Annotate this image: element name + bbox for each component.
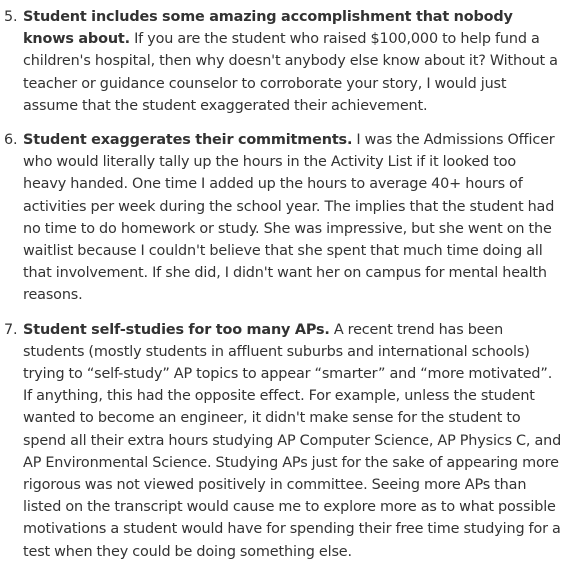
item-body: A recent trend has been students (mostly students in affluent suburbs and international schools) trying to “self-study” AP topics to appear “smarter” and “more motivated”. If anything, this had the opposite effect. For example, unless the student wanted to become an engineer, it didn't make sense for the student to spend all their extra hours studying AP Computer Science, AP Physics C, and AP Environmental Science. Studying APs just for the sake of appearing more rigorous was not viewed positively in committee. Seeing more APs than listed on the transcript would cause me to explore more as to what possible motivations a student would have for spending their free time studying for a test when they could be doing something else. <box>23 321 562 560</box>
item-heading: Student includes some amazing accomplishment that nobody knows about. <box>23 9 513 48</box>
item-heading: Student exaggerates their commitments. <box>23 132 353 149</box>
item-number: 7. <box>4 321 18 338</box>
item-body: If you are the student who raised $100,000 to help fund a children's hospital, then why doesn't anybody else know about it? Without a teacher or guidance counselor to corroborate your story, I would just assume that the student exaggerated their achievement. <box>23 31 558 114</box>
list-item-7 <box>0 319 563 563</box>
item-number: 5. <box>4 9 18 25</box>
item-heading: Student self-studies for too many APs. <box>23 321 330 338</box>
list-item-5 <box>0 6 563 117</box>
list-item-6 <box>0 129 563 307</box>
item-number: 6. <box>4 132 18 149</box>
item-body: I was the Admissions Officer who would literally tally up the hours in the Activity List if it looked too heavy handed. One time I added up the hours to average 40+ hours of activities per week during the school year. The implies that the student had no time to do homework or study. She was impressive, but she went on the waitlist because I couldn't believe that she spent that much time doing all that involvement. If she did, I didn't want her on campus for mental health reasons. <box>23 132 555 304</box>
numbered-list <box>0 6 563 563</box>
